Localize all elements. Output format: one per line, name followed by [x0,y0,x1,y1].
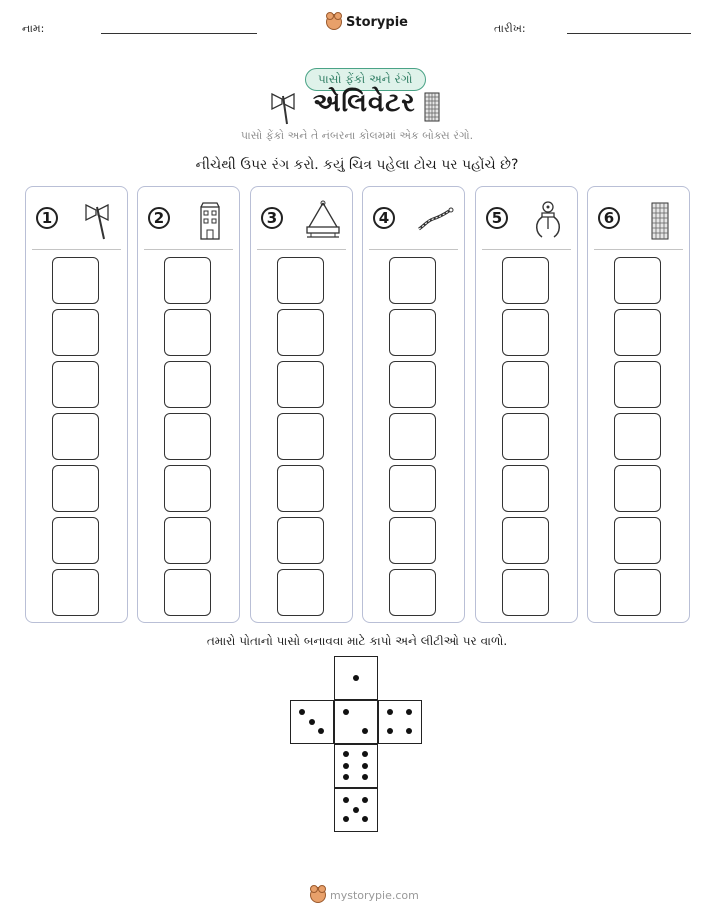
color-box[interactable] [164,257,211,304]
die-pip [353,807,359,813]
die-pip [309,719,315,725]
name-label: નામ: [22,22,45,35]
color-box[interactable] [389,361,436,408]
color-box[interactable] [389,257,436,304]
color-box[interactable] [389,309,436,356]
color-box[interactable] [164,517,211,564]
cut-instructions: તમારો પોતાનો પાસો બનાવવા માટે કાપો અને લીટીઓ પર વાળો. [206,634,508,648]
rope-icon [415,199,455,241]
die-face-1 [334,656,378,700]
color-box[interactable] [164,569,211,616]
column-number: 4 [373,207,395,229]
die-pip [318,728,324,734]
color-box[interactable] [614,257,661,304]
die-face-4 [378,700,422,744]
column-divider [144,249,233,250]
color-box[interactable] [502,361,549,408]
color-box[interactable] [614,309,661,356]
die-pip [406,709,412,715]
die-pip [343,709,349,715]
die-pip [343,751,349,757]
column-number: 1 [36,207,58,229]
die-pip [343,797,349,803]
column-number: 3 [261,207,283,229]
color-box[interactable] [502,569,549,616]
die-pip [362,751,368,757]
instructions-subtitle: પાસો ફેંકો અને તે નંબરના કોલમમાં એક બોક્સ રંગો. [240,129,474,142]
color-box[interactable] [502,413,549,460]
color-box[interactable] [52,361,99,408]
date-label: તારીખ: [494,22,526,35]
color-box[interactable] [614,413,661,460]
die-pip [343,763,349,769]
color-box[interactable] [52,517,99,564]
die-face-5 [334,788,378,832]
dice-column-6 [587,186,690,623]
dice-column-1 [25,186,128,623]
color-box[interactable] [164,309,211,356]
color-box[interactable] [164,413,211,460]
color-box[interactable] [502,309,549,356]
color-box[interactable] [52,465,99,512]
column-divider [594,249,683,250]
die-pip [353,675,359,681]
brand-logo [326,14,408,30]
bear-logo-icon [326,14,342,30]
column-number: 6 [598,207,620,229]
swing-platform-icon [303,199,343,241]
footer [310,887,419,903]
die-pip [406,728,412,734]
color-box[interactable] [502,257,549,304]
bear-logo-icon [310,887,326,903]
brand-name: Storypie [346,14,408,30]
column-divider [32,249,121,250]
die-pip [362,816,368,822]
color-box[interactable] [277,309,324,356]
color-box[interactable] [614,517,661,564]
color-box[interactable] [389,517,436,564]
color-box[interactable] [277,465,324,512]
color-box[interactable] [614,361,661,408]
color-box[interactable] [614,465,661,512]
name-line [101,33,257,34]
activity-badge: પાસો ફેંકો અને રંગો [305,68,426,91]
dice-column-2 [137,186,240,623]
die-pip [387,709,393,715]
column-number: 5 [486,207,508,229]
die-pip [362,763,368,769]
die-pip [343,774,349,780]
color-box[interactable] [164,465,211,512]
color-box[interactable] [277,361,324,408]
die-pip [299,709,305,715]
color-box[interactable] [52,569,99,616]
color-box[interactable] [52,413,99,460]
column-divider [482,249,571,250]
date-line [567,33,691,34]
color-box[interactable] [277,257,324,304]
die-pip [387,728,393,734]
color-box[interactable] [277,413,324,460]
axe-icon [78,199,118,241]
column-divider [369,249,458,250]
dice-column-4 [362,186,465,623]
die-face-6 [334,744,378,788]
color-box[interactable] [277,569,324,616]
color-box[interactable] [389,465,436,512]
footer-site: mystorypie.com [330,888,419,902]
question-text: નીચેથી ઉપર રંગ કરો. કયું ચિત્ર પહેલા ટોચ પર પહોંચે છે? [195,157,519,173]
die-face-2 [334,700,378,744]
tower-icon [190,199,230,241]
die-pip [362,797,368,803]
color-box[interactable] [277,517,324,564]
die-face-3 [290,700,334,744]
crane-claw-icon [528,199,568,241]
building-icon [640,199,680,241]
color-box[interactable] [389,413,436,460]
column-number: 2 [148,207,170,229]
dice-column-5 [475,186,578,623]
die-pip [343,816,349,822]
dice-column-3 [250,186,353,623]
building-icon [424,92,440,122]
column-divider [257,249,346,250]
color-box[interactable] [502,517,549,564]
color-box[interactable] [52,309,99,356]
color-box[interactable] [502,465,549,512]
color-box[interactable] [614,569,661,616]
color-box[interactable] [52,257,99,304]
page-title: એલિવેટર [313,88,416,118]
die-pip [362,728,368,734]
axe-icon [268,90,298,126]
color-box[interactable] [389,569,436,616]
die-pip [362,774,368,780]
color-box[interactable] [164,361,211,408]
